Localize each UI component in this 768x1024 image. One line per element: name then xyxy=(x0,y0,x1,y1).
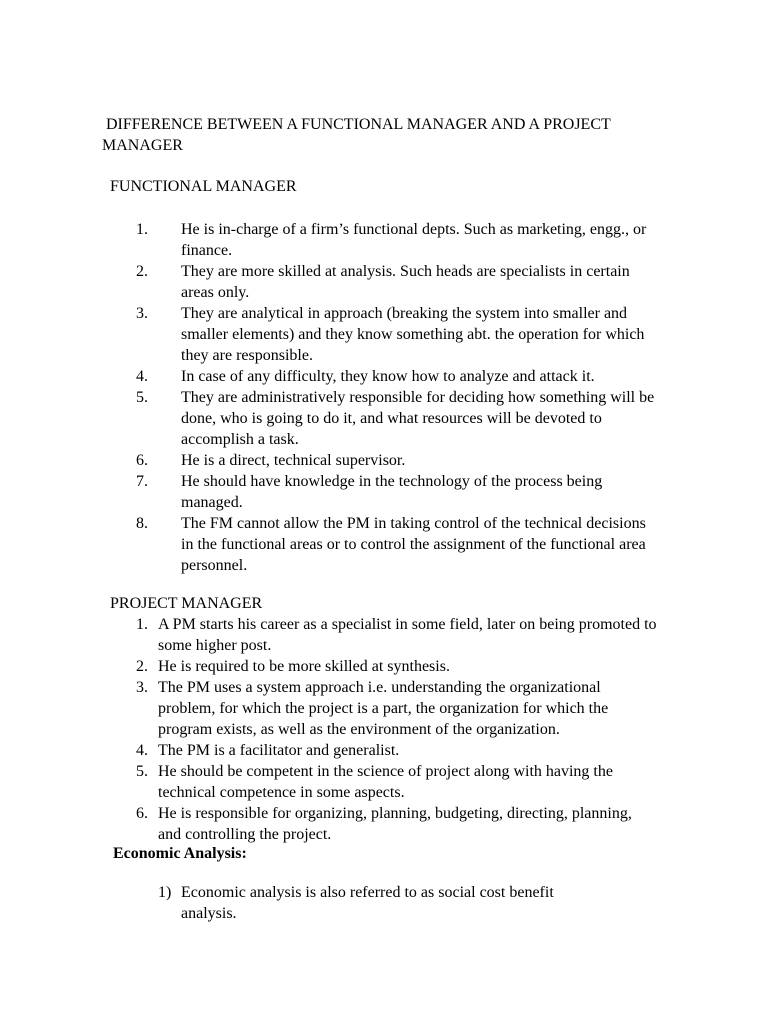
item-text: He is in-charge of a firm’s functional depts. Such as marketing, engg., or finance. xyxy=(181,221,647,259)
item-number: 1. xyxy=(136,221,148,238)
list-item xyxy=(0,303,661,366)
item-number: 3. xyxy=(136,679,148,696)
item-number: 6. xyxy=(136,452,148,469)
item-number: 4. xyxy=(136,742,148,759)
project-manager-list xyxy=(0,614,768,845)
item-text: They are analytical in approach (breaking the system into smaller and smaller elements) and they know something abt. the operation for which they are responsible. xyxy=(181,305,645,364)
item-number: 4. xyxy=(136,368,148,385)
document-title: DIFFERENCE BETWEEN A FUNCTIONAL MANAGER AND A PROJECT MANAGER xyxy=(102,116,611,154)
list-item xyxy=(0,219,661,261)
project-manager-heading: PROJECT MANAGER xyxy=(110,595,263,612)
item-text: The FM cannot allow the PM in taking control of the technical decisions in the functional areas or to control the assignment of the functional area personnel. xyxy=(181,515,646,574)
item-number: 2. xyxy=(136,658,148,675)
list-item xyxy=(0,261,661,303)
list-item xyxy=(0,450,661,471)
list-item xyxy=(0,761,658,803)
item-text: The PM is a facilitator and generalist. xyxy=(158,742,400,759)
list-item xyxy=(0,471,661,513)
list-item xyxy=(0,677,658,740)
economic-analysis-heading: Economic Analysis: xyxy=(113,845,247,862)
list-item xyxy=(0,366,661,387)
item-text: They are more skilled at analysis. Such heads are specialists in certain areas only. xyxy=(181,263,630,301)
item-text: He should have knowledge in the technology of the process being managed. xyxy=(181,473,603,511)
list-item xyxy=(0,882,601,924)
item-text: The PM uses a system approach i.e. understanding the organizational problem, for which the project is a part, the organization for which the program exists, as well as the environment of the organization. xyxy=(158,679,609,738)
item-number: 7. xyxy=(136,473,148,490)
functional-manager-list xyxy=(0,219,768,576)
item-text: They are administratively responsible for deciding how something will be done, who is going to do it, and what resources will be devoted to accomplish a task. xyxy=(181,389,655,448)
item-number: 1. xyxy=(136,616,148,633)
list-item xyxy=(0,513,661,576)
item-text: He should be competent in the science of project along with having the technical competence in some aspects. xyxy=(158,763,613,801)
item-text: He is required to be more skilled at synthesis. xyxy=(158,658,450,675)
item-number: 5. xyxy=(136,763,148,780)
list-item xyxy=(0,740,658,761)
item-text: Economic analysis is also referred to as social cost benefit analysis. xyxy=(181,884,554,922)
item-text: He is responsible for organizing, planning, budgeting, directing, planning, and controlling the project. xyxy=(158,805,632,843)
item-number: 2. xyxy=(136,263,148,280)
item-text: A PM starts his career as a specialist in some field, later on being promoted to some higher post. xyxy=(158,616,657,654)
functional-manager-heading: FUNCTIONAL MANAGER xyxy=(110,178,297,195)
item-number: 6. xyxy=(136,805,148,822)
item-number: 5. xyxy=(136,389,148,406)
item-text: In case of any difficulty, they know how to analyze and attack it. xyxy=(181,368,595,385)
list-item xyxy=(0,803,658,845)
item-number: 3. xyxy=(136,305,148,322)
item-text: He is a direct, technical supervisor. xyxy=(181,452,406,469)
list-item xyxy=(0,387,661,450)
item-number: 1) xyxy=(158,884,172,901)
economic-analysis-list xyxy=(0,882,768,924)
list-item xyxy=(0,656,658,677)
item-number: 8. xyxy=(136,515,148,532)
list-item xyxy=(0,614,658,656)
